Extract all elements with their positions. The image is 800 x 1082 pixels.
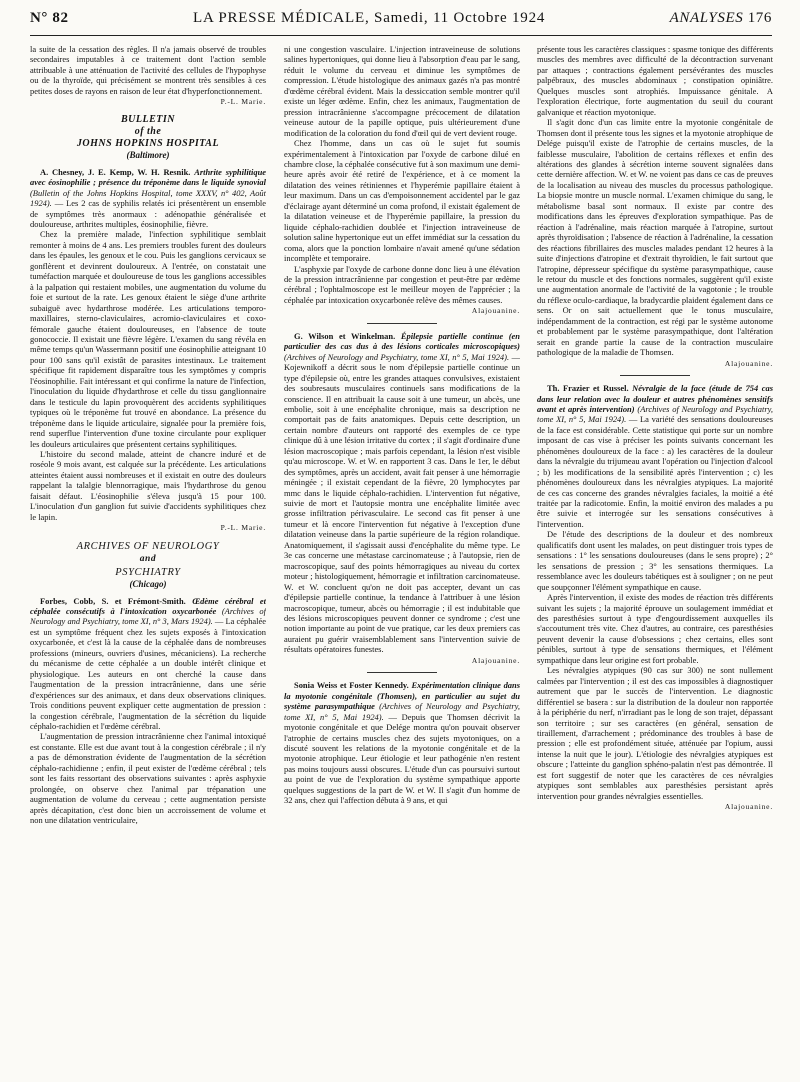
article-title: Épilepsie partielle continue (en particulier des cas dus à des lésions corticales microscopiques) <box>284 330 520 352</box>
article-reference: (Archives of Neurology and Psychiatry, tome XI, n° 3, Mars 1924). <box>30 606 266 627</box>
article-authors: Sonia Weiss et Foster Kennedy. <box>294 680 409 691</box>
paragraph: Les névralgies atypiques (90 cas sur 300) ne sont nullement calmées par l'intervention ; il est des cas impossibles à diagnostiquer autrement que par le succès de l'intervention. Le diagnostic différentiel se basera : sur la distribution de la douleur non rapportée à la périphérie du nerf, n'irradiant pas le long de son trajet, dépassant son territoire ; sur ses caractères (en général, sensation de tiraillement, d'arrachement ; prédominance des troubles à base de pression ; elle est profondément située, atténuée par l'opium, aussi intense la nuit que le jour). L'étiologie des névralgies atypiques est obscure ; l'atteinte du ganglion sphéno-palatin n'est pas démontrée. Il est fort suggestif de noter que les caractères de ces névralgies atypiques sont semblables aux paresthésies persistant après intervention pour grandes névralgies essentielles. <box>537 665 773 801</box>
section-divider <box>620 375 690 376</box>
journal-heading <box>30 114 266 150</box>
column-right <box>537 44 773 1076</box>
article-text: — La variété des sensations douloureuses de la face est considérable. Cette statistique qui porte sur un nombre imposant de cas vise à préciser les points suivants concernant les phénomènes douloureux de la face : a) les caractères de la douleur dans la névralgie du trijumeau avant l'opération ou l'injection d'alcool ; b) les modifications de la sensibilité après l'intervention ; c) les phénomènes douloureux dans les névralgies atypiques. La majorité de ces cas concerne des grandes névralgies faciales, la moitié a été traitée par la radicotomie. Enfin, la moitié environ des malades a pu être suivie et interrogée sur les sensations consécutives à l'intervention. <box>537 414 773 529</box>
journal-city: (Chicago) <box>129 578 167 589</box>
heading-line: PSYCHIATRY <box>115 566 181 578</box>
article-title: Arthrite syphilitique avec éosinophilie ; présence du tréponème dans le liquide synovial <box>30 166 266 188</box>
section-divider <box>367 323 437 324</box>
author-signature: Alajouanine. <box>724 358 773 368</box>
column-left <box>30 44 266 1076</box>
paragraph: L'histoire du second malade, atteint de chancre induré et de roséole 9 mois avant, est calquée sur la précédente. Les articulations atteintes étaient aussi nombreuses et il existait en outre des douleurs rappelant la talalgie blennorragique, mais l'hydarthrose du genou faisait défaut. L'éosinophilie s'éleva jusqu'à 15 pour 100. L'inoculation d'un ganglion fut suivie d'accidents syphilitiques chez le lapin. <box>30 448 266 522</box>
page-header <box>30 10 772 36</box>
article-text: — Kojewnikoff a décrit sous le nom d'épilepsie partielle continue un type d'épilepsie où, entre les grandes attaques convulsives, existaient des soubresauts musculaires continuels sans modifications de la conscience. Il en attribuait la cause soit à une tumeur, un abcès, une embolie, soit à une encéphalite chronique, mais sa description ne comportait pas de faits anatomiques. Depuis cette description, un certain nombre d'auteurs ont rapporté des exemples de ce type clinique dû à une lésion irritative du cortex ; il s'agit d'ordinaire d'une lésion macroscopique ; mais parfois cependant, la lésion n'est visible qu'au microscope. W. et W. en rapportent 3 cas. Dans le 1er, le début des symptômes, après un accident, avait fait penser à une hémorragie méningée ; il existait cependant de la fièvre, 20 lymphocytes par mmc dans le liquide céphalo-rachidien. L'intervention fut négative, suivie de mort et l'autopsie montra une encéphalite limitée avec grosse infiltration périvasculaire. Le second cas fit penser à une tumeur et là encore l'intervention fut négative à l'exception d'une dilatation veineuse dans la partie supérieure de la région rolandique. Anatomiquement, il s'agissait aussi d'encéphalite du même type. Le 3e cas concerne une métastase carcinomateuse ; à l'autopsie, rien de macroscopique, sauf des points hémorragiques au niveau du cortex moteur ; histologiquement, hémorragie et infiltration carcinomateuse. W. et W. concluent qu'on ne doit pas accepter, devant un cas d'épilepsie partielle continue, la tendance à l'attribuer à une lésion macroscopique, tumeur, abcès ou hémorragie ; il est indubitable que des lésions microscopiques peuvent donner ce syndrome ; c'est une notion importante au point de vue pratique, car les deux premiers cas auraient pu guérir vraisemblablement sans l'intervention suivie de résultats opératoires funestes. <box>284 351 520 655</box>
paragraph: Après l'intervention, il existe des modes de réaction très différents suivant les sujets ; la majorité éprouve un soulagement immédiat et des paresthésies surtout à type d'engourdissement auxquelles ils s'accoutument très vite. Chez d'autres, au contraire, ces paresthésies peuvent devenir la cause d'obsessions ; chez certains, elles sont pénibles, surtout à type de sensations thermiques, et l'élément sympathique dans leur origine est fort probable. <box>537 592 773 665</box>
header-right <box>670 10 772 27</box>
author-signature: Alajouanine. <box>724 802 773 812</box>
article-authors: A. Chesney, J. E. Kemp, W. H. Resnik. <box>40 166 191 177</box>
article-abstract <box>30 596 266 732</box>
article-title: Névralgie de la face (étude de 754 cas dans leur relation avec la douleur et autres phénomènes sensitifs avant et après intervention) <box>537 383 773 414</box>
article-title: Œdème cérébral et céphalée consécutifs à l'intoxication oxycarbonée <box>30 595 266 617</box>
article-reference: (Archives of Neurology and Psychiatry, tome XI, n° 5, Mai 1924). <box>284 351 510 362</box>
heading-line: JOHNS HOPKINS HOSPITAL <box>76 137 220 149</box>
heading-line: ARCHIVES OF NEUROLOGY <box>76 540 220 552</box>
author-signature: P.-L. Marie. <box>220 523 266 533</box>
article-reference: (Bulletin of the Johns Hopkins Hospital, tome XXXV, n° 402, Août 1924). <box>30 187 266 209</box>
paragraph: Chez la première malade, l'infection syphilitique semblait remonter à moins de 4 ans. Les premiers troubles furent des douleurs dans les épaules, les genoux et le cou. Puis les ganglions cervicaux se gonflèrent et devinrent douloureux. A l'entrée, on constatait une tuméfaction marquée et douloureuse de tous les ganglions accessibles à la palpation qui restaient mobiles, une augmentation du volume du foie et surtout de la rate. Les genoux étaient le siège d'une arthrite subaiguë avec hydarthrose modérée. Les articulations temporo-maxillaires, sterno-claviculaires, acromio-claviculaires et coxo-fémorale gauche étaient douloureuses, en l'absence de toute gonococcie. Il existait une fièvre légère. L'examen du sang révéla en même temps qu'un Wassermann positif une éosinophilie atteignant 10 pour 100 sans qu'il existât de parasites intestinaux. Le traitement spécifique fit rapidement disparaître tous les symptômes y compris l'éosinophilie. Fait intéressant et qui confirme la nature de l'infection, l'inoculation du liquide d'hydarthrose et celle du tissu ganglionnaire dans le testicule du lapin provoquèrent des accidents syphilitiques typiques où le tréponème fut trouvé en abondance. La présence du tréponème dans le liquide articulaire, signalée pour la première fois, rend superflue l'intervention d'une toxine circulante pour expliquer les douleurs articulaires que présentent certains syphilitiques. <box>30 229 266 449</box>
article-abstract <box>30 167 266 230</box>
author-signature: Alajouanine. <box>471 306 520 316</box>
paragraph: ni une congestion vasculaire. L'injection intraveineuse de solutions salines hypertoniques, qui donne lieu à l'absorption d'eau par le sang, réduit le volume du cerveau et diminue les symptômes de compression. L'étude histologique des animaux gazés n'a pas montré d'œdème cérébral évident. Mais la dessiccation semble montrer qu'il existe un léger œdème. Enfin, chez les animaux, l'augmentation de pression intracrânienne s'accompagne précocement de dilatation veineuse autour de la papille optique, puis ultérieurement d'une modification de la coloration du fond d'œil qui de vert devient rouge. <box>284 44 520 138</box>
author-signature: Alajouanine. <box>471 655 520 665</box>
article-authors: Forbes, Cobb, S. et Frémont-Smith. <box>40 595 186 606</box>
article-authors: G. Wilson et Winkelman. <box>294 330 396 341</box>
heading-line: BULLETIN <box>121 113 175 125</box>
journal-heading <box>30 540 266 579</box>
article-abstract <box>284 331 520 655</box>
article-reference: (Archives of Neurology and Psychiatry, tome XI, n° 5, Mai 1924). <box>537 403 773 425</box>
journal-city: (Baltimore) <box>126 149 170 160</box>
article-abstract <box>284 680 520 805</box>
article-text: — Depuis que Thomsen décrivit la myotonie congénitale et que Delége montra qu'on pouvait observer l'atrophie de certains muscles chez des sujets myotoniques, on a discuté souvent les relations de la myotonie congénitale et de la myotonie atrophique. Leur étiologie et leur pathogénie n'en restent pas moins toujours aussi obscures. L'étude d'un cas poursuivi surtout au point de vue de l'exploration du système sympathique apporte quelques suggestions de la part de W. et W. Il s'agit d'un homme de 32 ans, chez qui l'affection débuta à 9 ans, et qui <box>284 711 520 806</box>
journal-title: LA PRESSE MÉDICALE, Samedi, 11 Octobre 1924 <box>193 10 546 26</box>
section-name: ANALYSES <box>669 10 744 26</box>
paragraph: présente tous les caractères classiques : spasme tonique des différents muscles des membres avec difficulté de la décontraction survenant par attaques ; contractions également persévérantes des muscles palpébraux, des muscles abdominaux ; constipation opiniâtre. Quelques muscles sont atrophiés. Impuissance génitale. A l'exploration électrique, forte augmentation du seuil du courant galvanique et réaction myotonique. <box>537 44 773 117</box>
heading-line: of the <box>134 125 162 137</box>
section-divider <box>367 672 437 673</box>
paragraph: Chez l'homme, dans un cas où le sujet fut soumis expérimentalement à l'intoxication par l'oxyde de carbone dilué en chambre close, la céphalée consécutive fut à son maximum une demi-heure après avoir été retiré de l'expérience, et à ce moment la dilatation des veines rétiniennes et l'hyperémie papillaire étaient à leur maximum. Dans un cas d'empoisonnement accidentel par le gaz d'éclairage ayant déterminé un coma profond, il existait également de la dilatation veineuse et de l'hyperémie papillaire, la pression du liquide céphalo-rachidien doublée et l'injection intraveineuse de solution saline hypertonique eut un effet immédiat sur la cessation du coma, alors que la ponction lombaire n'avait amené qu'une sédation incomplète et temporaire. <box>284 138 520 264</box>
column-middle <box>284 44 520 1076</box>
paragraph: De l'étude des descriptions de la douleur et des nombreux qualificatifs dont usent les malades, on peut distinguer trois types de sensations : 1° les sensations douloureuses (dans le sens propre) ; 2° les sensations de pression ; 3° les sensations thermiques. La ressemblance avec les douleurs tabétiques est à souligner ; on ne peut que soupçonner l'élément sympathique en cause. <box>537 529 773 592</box>
paragraph: Il s'agit donc d'un cas limite entre la myotonie congénitale de Thomsen dont il présente tous les signes et la myotonie atrophique de Delége puisqu'il existe de l'atrophie de certains muscles, de la faiblesse musculaire, l'abolition de certains réflexes et enfin des altérations des glandes à sécrétion interne souvent signalées dans cette dernière affection. W. et W. ne voient pas dans ce cas de preuves de la localisation au niveau des muscles du processus pathologique. La biopsie montre un muscle normal. L'examen chimique du sang, le métabolisme basal sont normaux. Il existe par contre des modifications dans les épreuves d'exploration sympathique. Pas de réaction à l'adrénaline, mais réaction marquée à l'atropine, surtout après thyroïdisation ; l'absence de réaction à l'adrénaline, la cessation des réactions fibrillaires des muscles malades pendant 12 heures à la suite d'injections d'atropine et d'extrait thyroïdien, le fait surtout que l'atropine, dépresseur spécifique du système parasympathique, cause le retour du muscle et des fonctions normales, suggèrent qu'il existe une augmentation anormale de l'activité de la vagotonie ; le trouble du réflexe oculo-cardiaque, la bradycardie plaident également dans ce sens. Or on sait actuellement que le tonus musculaire, indépendamment de la contraction, est régi par le système autonome et probablement par le système parasympathique, dont l'altération serait en grande partie la cause de la contraction musculaire pathologique de la maladie de Thomsen. <box>537 117 773 358</box>
article-text: — Les 2 cas de syphilis relatés ici présentèrent un ensemble de symptômes très anormaux : adénopathie généralisée et douloureuse, arthrites multiples, éosinophilie, fièvre. <box>30 198 266 229</box>
article-authors: Th. Frazier et Russel. <box>547 383 629 394</box>
article-reference: (Archives of Neurology and Psychiatry, tome XI, n° 5, Mai 1924). <box>284 701 520 722</box>
paragraph: la suite de la cessation des règles. Il n'a jamais observé de troubles secondaires imputables à ce traitement dont l'action semble attribuable à une atténuation de l'activité des cellules de l'hypophyse ou de la thyroïde, qui précisément se montrent très sensibles à ces petites doses de rayons en raison de leur état d'hyperfonctionnement. <box>30 44 266 96</box>
article-abstract <box>537 383 773 529</box>
page-number: 176 <box>747 10 772 26</box>
issue-number: N° 82 <box>30 10 69 26</box>
author-signature: P.-L. Marie. <box>220 97 266 107</box>
heading-line: and <box>139 553 157 564</box>
paragraph: L'asphyxie par l'oxyde de carbone donne donc lieu à une élévation de la pression intracrânienne par congestion et peut-être par œdème cérébral ; l'ophtalmoscope est le meilleur moyen de l'apprécier ; la céphalée par intoxication oxycarbonée relève des mêmes causes. <box>284 263 520 305</box>
article-text: — La céphalée est un symptôme fréquent chez les sujets exposés à l'intoxication oxycarbonée, et c'est là la cause de la céphalée dans de nombreuses professions (mineurs, ouvriers d'usines, mécaniciens). La recherche du mécanisme de cette céphalée a un double intérêt clinique et physiologique. Les auteurs en ont cherché la cause dans l'augmentation de la pression intracrânienne, dans une série d'expériences sur des animaux, et dans deux observations cliniques. Trois conditions peuvent expliquer cette augmentation de pression : la congestion cérébrale, l'augmentation de la sécrétion du liquide céphalo-rachidien et l'œdème cérébral. <box>30 616 266 732</box>
article-title: Expérimentation clinique dans la myotonie congénitale (Thomsen), en particulier au sujet du système parasympathique <box>284 680 520 712</box>
paragraph: L'augmentation de pression intracrânienne chez l'animal intoxiqué est constante. Elle est due avant tout à la congestion cérébrale ; il n'y a pas de démonstration évidente de l'augmentation de la sécrétion céphalo-rachidienne ; enfin, il peut exister de l'œdème cérébral ; tels sont les faits ressortant des observations suivantes : après asphyxie prolongée, on observe chez l'animal par trépanation une augmentation de volume du cerveau ; cette augmentation persiste après décapitation, c'est donc bien un accroissement de volume et non une dilatation ventriculaire, <box>30 731 266 826</box>
